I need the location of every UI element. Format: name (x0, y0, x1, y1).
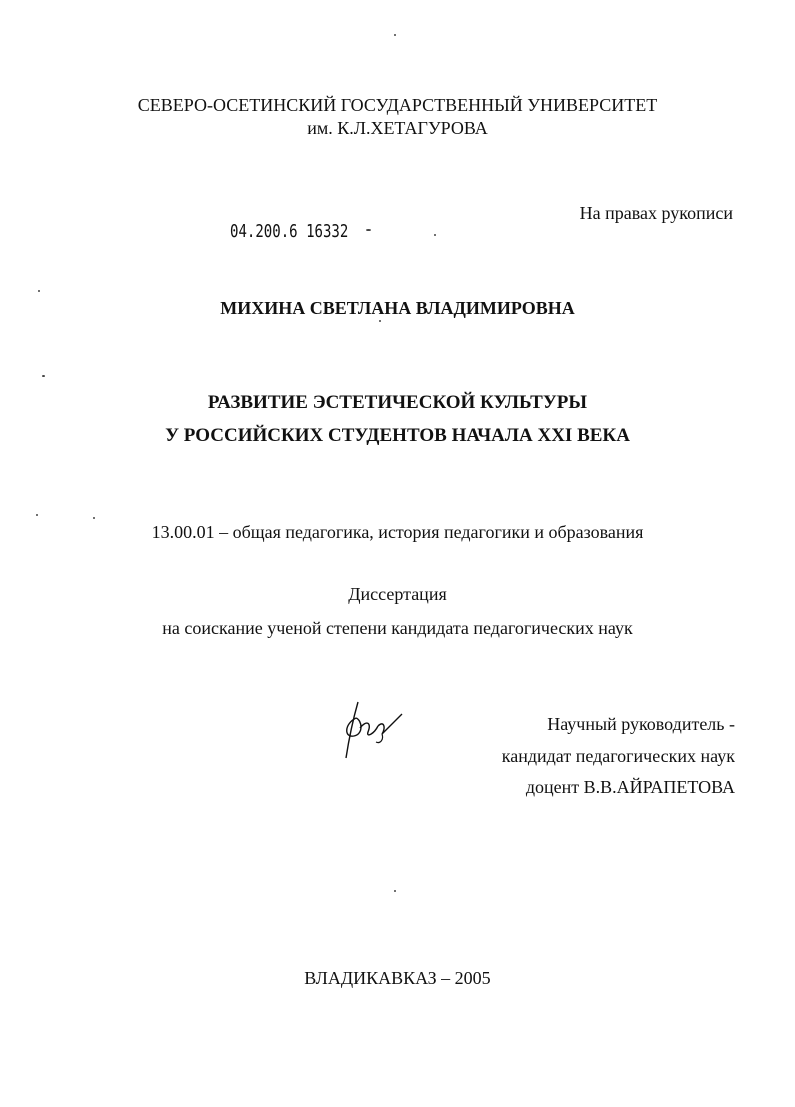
stamp-dash-mark (366, 229, 371, 231)
manuscript-rights-note: На правах рукописи (579, 203, 733, 223)
scan-speck (38, 290, 40, 292)
scan-speck (93, 517, 95, 519)
dissertation-title-line1: РАЗВИТИЕ ЭСТЕТИЧЕСКОЙ КУЛЬТУРЫ (207, 392, 588, 413)
author-name: МИХИНА СВЕТЛАНА ВЛАДИМИРОВНА (220, 298, 575, 318)
scan-speck (394, 890, 396, 892)
archive-stamp-number: 04.200.6 16332 (230, 221, 349, 242)
scan-speck (379, 320, 381, 322)
scan-speck (36, 514, 38, 516)
university-name: СЕВЕРО-ОСЕТИНСКИЙ ГОСУДАРСТВЕННЫЙ УНИВЕРСИТЕТ (137, 95, 658, 115)
scan-speck (42, 375, 45, 377)
supervisor-label: Научный руководитель - (547, 714, 735, 734)
specialty-code: 13.00.01 – общая педагогика, история педагогики и образования (151, 522, 644, 542)
degree-sought: на соискание ученой степени кандидата педагогических наук (162, 618, 633, 638)
scan-speck (394, 34, 396, 36)
supervisor-degree: кандидат педагогических наук (501, 746, 735, 766)
university-honorific: им. К.Л.ХЕТАГУРОВА (307, 118, 488, 138)
document-type: Диссертация (348, 584, 447, 604)
handwritten-signature (338, 698, 408, 764)
supervisor-name: доцент В.В.АЙРАПЕТОВА (525, 777, 735, 797)
scan-speck (434, 234, 436, 236)
place-and-year: ВЛАДИКАВКАЗ – 2005 (304, 968, 491, 988)
dissertation-title-line2: У РОССИЙСКИХ СТУДЕНТОВ НАЧАЛА XXI ВЕКА (165, 425, 630, 446)
